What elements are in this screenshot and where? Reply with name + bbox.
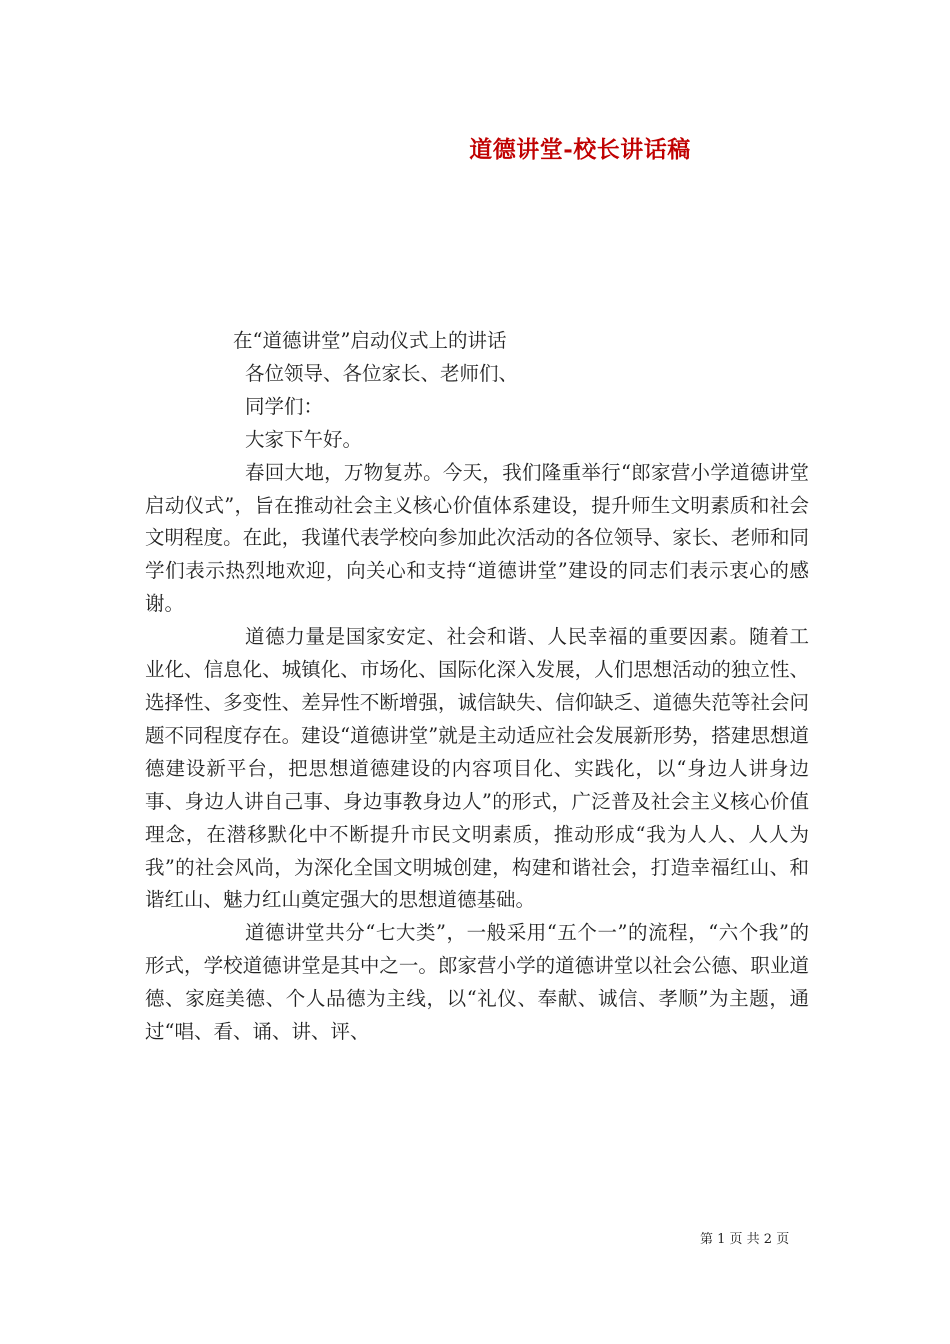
- document-title: 道德讲堂-校长讲话稿: [469, 136, 691, 163]
- body-paragraph: 春回大地，万物复苏。今天，我们隆重举行“郎家营小学道德讲堂启动仪式”，旨在推动社会主义核心价值体系建设，提升师生文明素质和社会文明程度。在此，我谨代表学校向参加此次活动的各位领导、家长、老师和同学们表示热烈地欢迎，向关心和支持“道德讲堂”建设的同志们表示衷心的感谢。: [145, 460, 809, 616]
- salutation-line: 同学们：: [245, 394, 324, 418]
- greeting-line: 大家下午好。: [245, 427, 363, 451]
- body-paragraph: 道德力量是国家安定、社会和谐、人民幸福的重要因素。随着工业化、信息化、城镇化、市场化、国际化深入发展，人们思想活动的独立性、选择性、多变性、差异性不断增强，诚信缺失、信仰缺乏、道德失范等社会问题不同程度存在。建设“道德讲堂”就是主动适应社会发展新形势，搭建思想道德建设新平台，把思想道德建设的内容项目化、实践化，以“身边人讲身边事、身边人讲自己事、身边事教身边人”的形式，广泛普及社会主义核心价值理念，在潜移默化中不断提升市民文明素质，推动形成“我为人人、人人为我”的社会风尚，为深化全国文明城创建，构建和谐社会，打造幸福红山、和谐红山、魅力红山奠定强大的思想道德基础。: [145, 625, 809, 912]
- page-number: 第 1 页 共 2 页: [700, 1232, 790, 1247]
- salutation-line: 各位领导、各位家长、老师们、: [245, 361, 519, 385]
- body-paragraph: 道德讲堂共分“七大类”，一般采用“五个一”的流程，“六个我”的形式，学校道德讲堂是其中之一。郎家营小学的道德讲堂以社会公德、职业道德、家庭美德、个人品德为主线，以“礼仪、奉献、诚信、孝顺”为主题，通过“唱、看、诵、讲、评、: [145, 921, 809, 1044]
- document-body: [145, 325, 809, 1049]
- speech-subtitle: 在“道德讲堂”启动仪式上的讲话: [233, 329, 507, 352]
